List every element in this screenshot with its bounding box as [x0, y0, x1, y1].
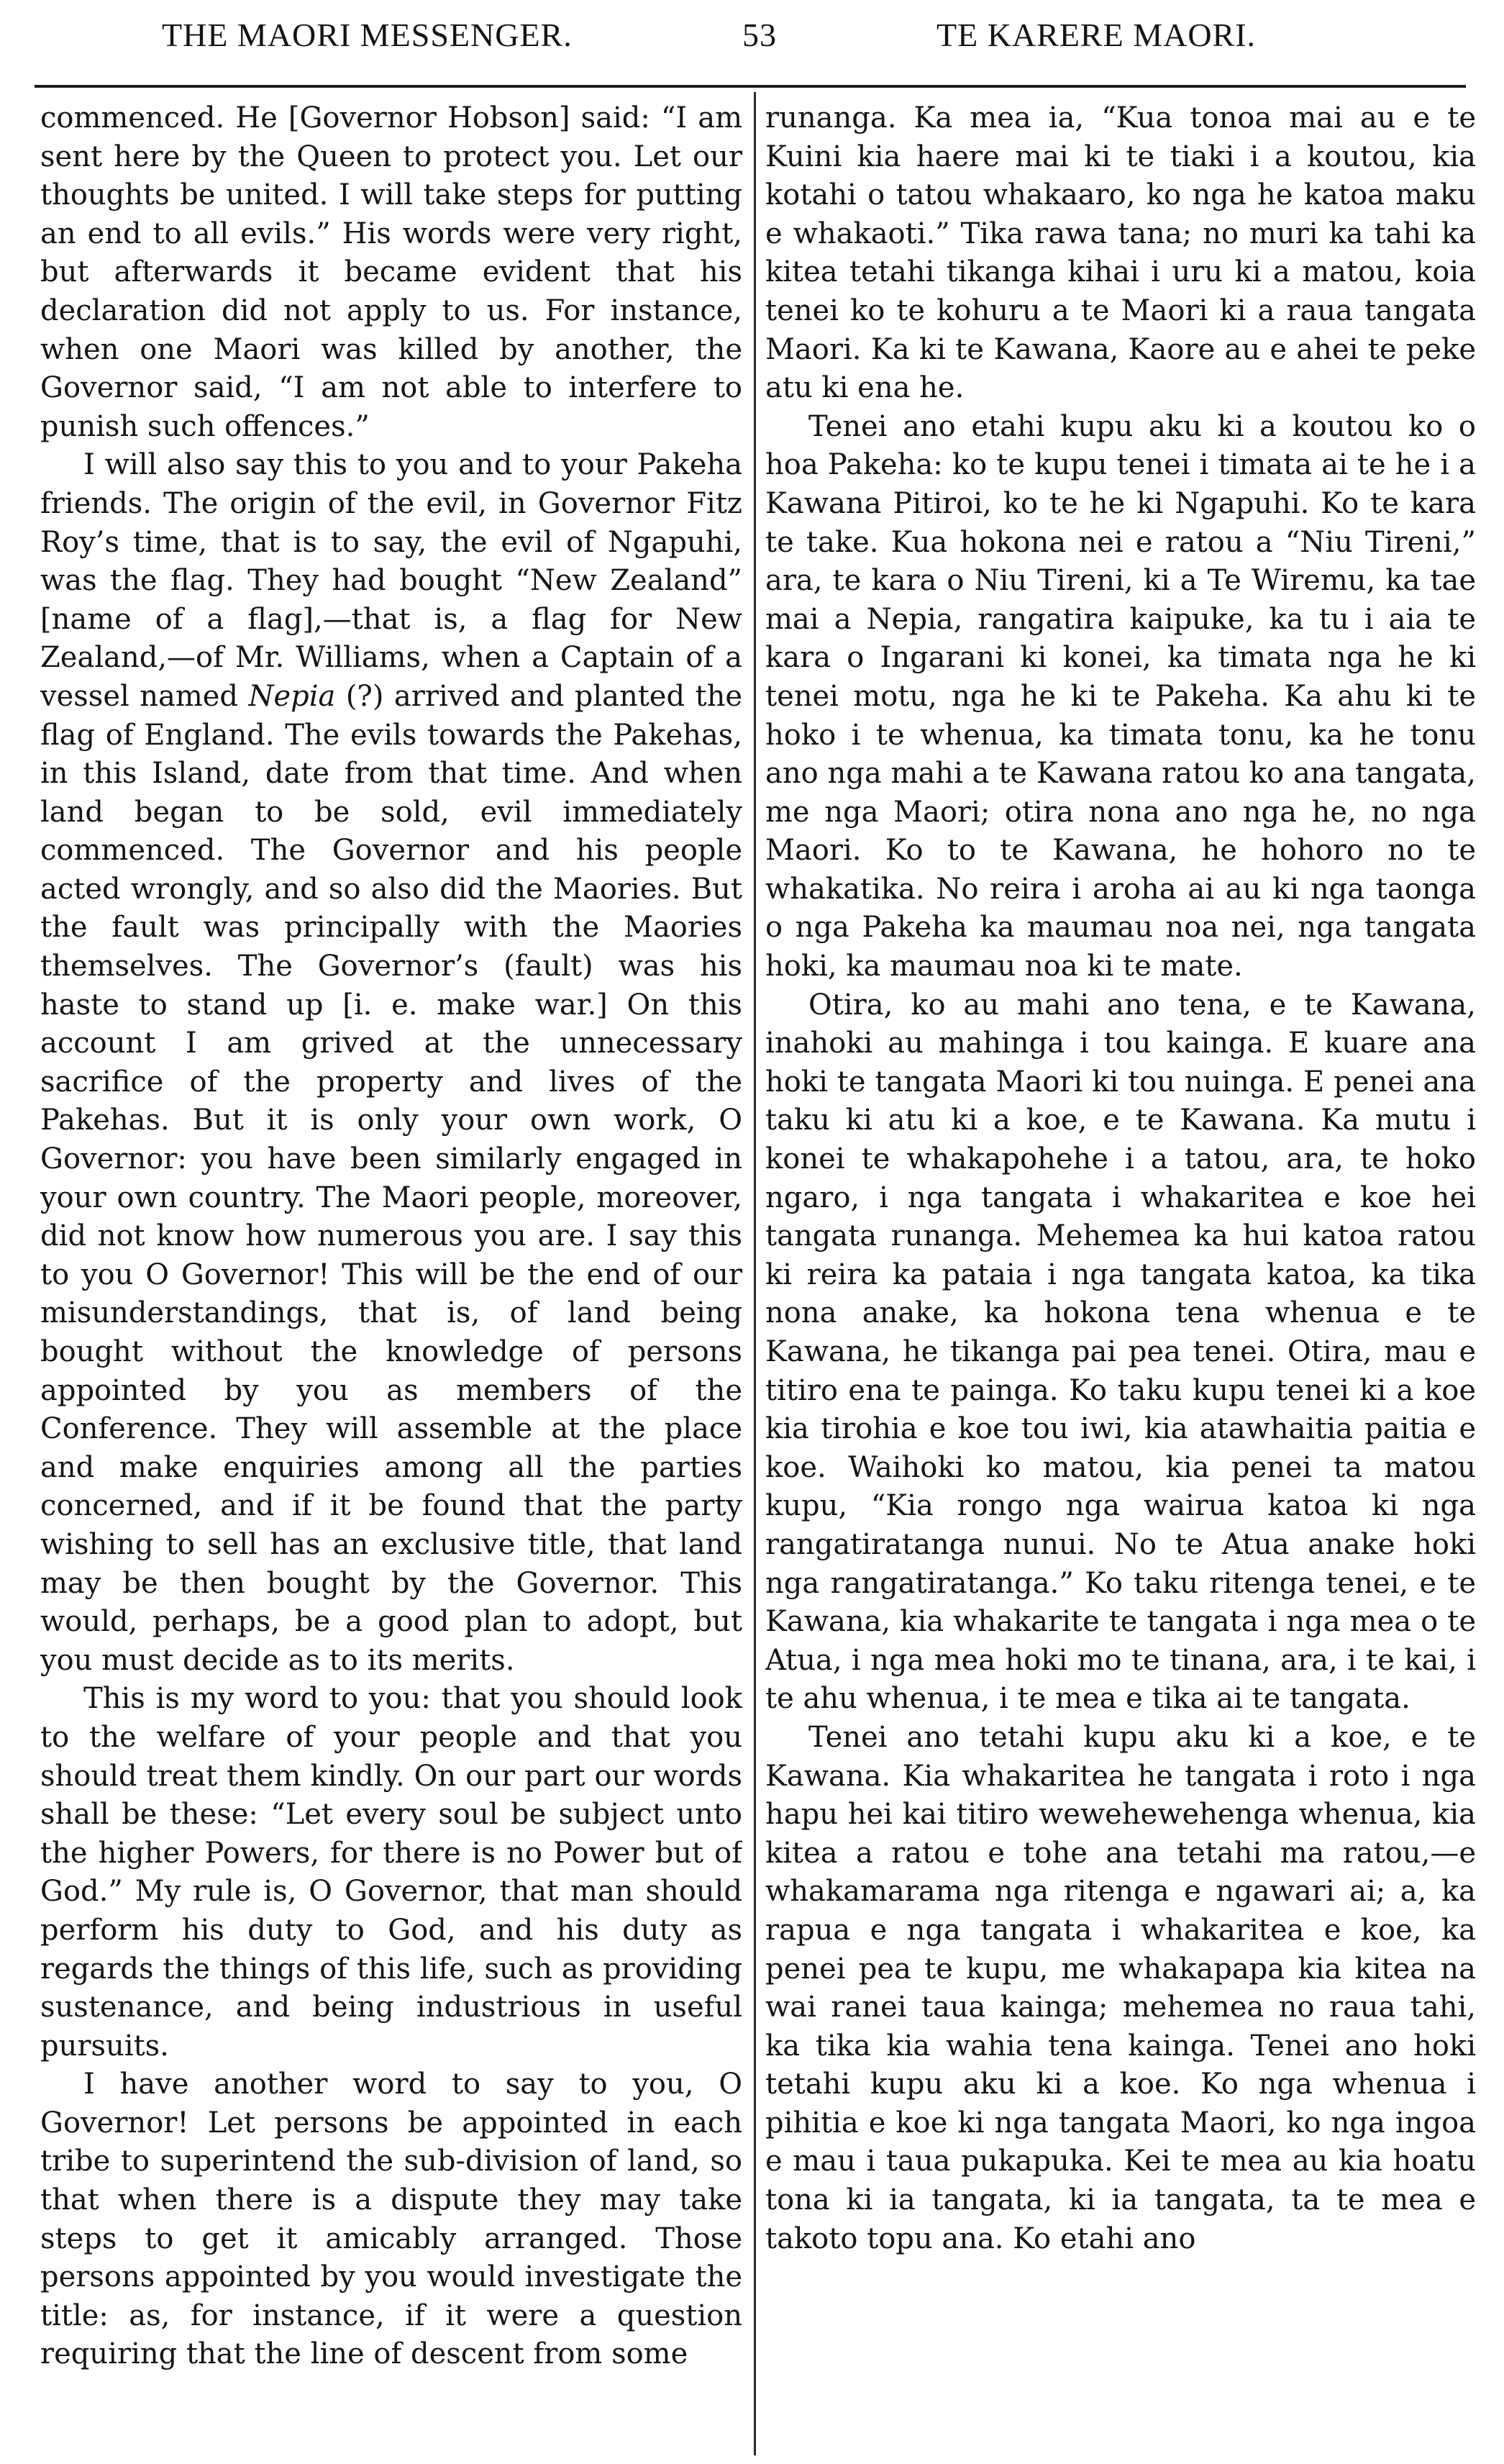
- page-number: 53: [742, 17, 777, 53]
- maori-paragraph-1: runanga. Ka mea ia, “Kua tonoa mai au e te Kuini kia haere mai ki te tiaki i a koutou, kia kotahi o tatou whakaaro, ko nga he katoa maku e whakaoti.” Tika rawa tana; no muri ka tahi ka kitea tetahi tikanga kihai i uru ki a matou, koia tenei ko te kohuru a te Maori ki a raua tangata Maori. Ka ki te Kawana, Kaore au e ahei te peke atu ki ena he.: [765, 101, 1476, 405]
- maori-column: [765, 99, 1476, 2455]
- ship-name: Nepia: [248, 679, 336, 713]
- english-masthead: THE MAORI MESSENGER.: [162, 17, 573, 53]
- english-paragraph-1: commenced. He [Governor Hobson] said: “I am sent here by the Queen to protect you. Let our thoughts be united. I will take steps for putting an end to all evils.” His words were very right, but afterwards it became evident that his declaration did not apply to us. For instance, when one Maori was killed by another, the Governor said, “I am not able to interfere to punish such offences.”: [40, 101, 742, 443]
- english-paragraph-2-start: I will also say this to you and to your Pakeha friends. The origin of the evil, in Governor Fitz Roy’s time, that is to say, the evil of Ngapuhi, was the flag. They had bought “New Zealand” [name of a flag],—that is, a flag for New Zealand,—of Mr. Williams, when a Captain of a vessel named: [40, 448, 742, 713]
- maori-paragraph-4: Tenei ano tetahi kupu aku ki a koe, e te Kawana. Kia whakaritea he tangata i roto i nga hapu hei kai titiro wewehewehenga whenua, kia kitea a ratou e tohe ana tetahi ma ratou,—e whakamarama nga ritenga e ngawari ai; a, ka rapua e nga tangata i whakaritea e koe, ka penei pea te kupu, me whakapapa kia kitea na wai ranei taua kainga; mehemea no raua tahi, ka tika kia wahia tena kainga. Tenei ano hoki tetahi kupu aku ki a koe. Ko nga whenua i pihitia e koe ki nga tangata Maori, ko nga ingoa e mau i taua pukapuka. Kei te mea au kia hoatu tona ki ia tangata, ki ia tangata, ta te mea e takoto topu ana. Ko etahi ano: [765, 1720, 1476, 2255]
- maori-paragraph-2: Tenei ano etahi kupu aku ki a koutou ko o hoa Pakeha: ko te kupu tenei i timata ai te he i a Kawana Pitiroi, ko te he ki Ngapuhi. Ko te kara te take. Kua hokona nei e ratou a “Niu Tireni,” ara, te kara o Niu Tireni, ki a Te Wiremu, ka tae mai a Nepia, rangatira kaipuke, ka tu i aia te kara o Ingarani ki konei, ka timata nga he ki tenei motu, nga he ki te Pakeha. Ka ahu ki te hoko i te whenua, ka timata tonu, ka he tonu ano nga mahi a te Kawana ratou ko ana tangata, me nga Maori; otira nona ano nga he, no nga Maori. Ko to te Kawana, he hohoro no te whakatika. No reira i aroha ai au ki nga taonga o nga Pakeha ka maumau noa nei, nga tangata hoki, ka maumau noa ki te mate.: [765, 409, 1476, 983]
- english-paragraph-3: This is my word to you: that you should look to the welfare of your people and that you should treat them kindly. On our part our words shall be these: “Let every soul be subject unto the higher Powers, for there is no Power but of God.” My rule is, O Governor, that man should perform his duty to God, and his duty as regards the things of this life, such as providing sustenance, and being industrious in useful pursuits.: [40, 1682, 742, 2063]
- english-paragraph-2: [40, 446, 742, 1680]
- column-divider: [754, 92, 756, 2455]
- english-column: [40, 99, 742, 2455]
- maori-paragraph-3: Otira, ko au mahi ano tena, e te Kawana, inahoki au mahinga i tou kainga. E kuare ana hoki te tangata Maori ki tou nuinga. E penei ana taku ki atu ki a koe, e te Kawana. Ka mutu i konei te whakapohehe i a tatou, ara, te hoko ngaro, i nga tangata i whakaritea e koe hei tangata runanga. Mehemea ka hui katoa ratou ki reira ka pataia i nga tangata katoa, ka tika nona anake, ka hokona tena whenua e te Kawana, he tikanga pai pea tenei. Otira, mau e titiro ena te painga. Ko taku kupu tenei ki a koe kia tirohia e koe tou iwi, kia atawhaitia paitia e koe. Waihoki ko matou, kia penei ta matou kupu, “Kia rongo nga wairua katoa ki nga rangatiratanga nunui. No te Atua anake hoki nga rangatiratanga.” Ko taku ritenga tenei, e te Kawana, kia whakarite te tangata i nga mea o te Atua, i nga mea hoki mo te tinana, ara, i te kai, i te ahu whenua, i te mea e tika ai te tangata.: [765, 988, 1476, 1716]
- header-rule: [35, 85, 1466, 88]
- page-header: [0, 16, 1504, 73]
- english-paragraph-2-end: (?) arrived and planted the flag of England. The evils towards the Pakehas, in this Island, date from that time. And when land began to be sold, evil immediately commenced. The Governor and his people acted wrongly, and so also did the Maories. But the fault was principally with the Maories themselves. The Governor’s (fault) was his haste to stand up [i. e. make war.] On this account I am grived at the unnecessary sacrifice of the property and lives of the Pakehas. But it is only your own work, O Governor: you have been similarly engaged in your own country. The Maori people, moreover, did not know how numerous you are. I say this to you O Governor! This will be the end of our misunderstandings, that is, of land being bought without the knowledge of persons appointed by you as members of the Conference. They will assemble at the place and make enquiries among all the parties concerned, and if it be found that the party wishing to sell has an exclusive title, that land may be then bought by the Governor. This would, perhaps, be a good plan to adopt, but you must decide as to its merits.: [40, 679, 742, 1677]
- maori-masthead: TE KARERE MAORI.: [936, 17, 1257, 53]
- english-paragraph-4: I have another word to say to you, O Governor! Let persons be appointed in each tribe to superintend the sub-division of land, so that when there is a dispute they may take steps to get it amicably arranged. Those persons appointed by you would investigate the title: as, for instance, if it were a question requiring that the line of descent from some: [40, 2068, 742, 2371]
